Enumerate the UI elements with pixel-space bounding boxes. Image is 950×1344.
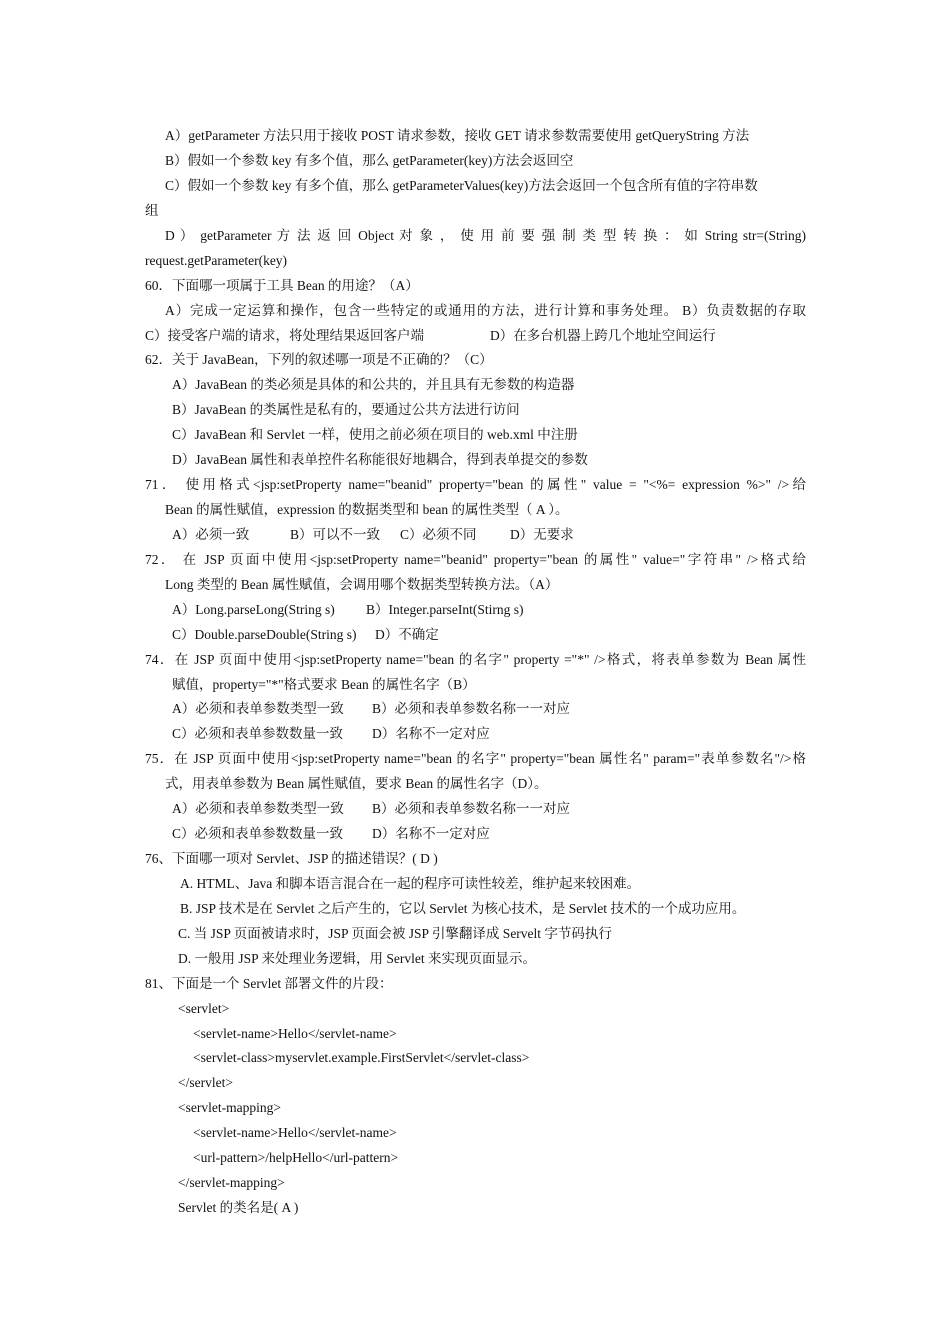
q62-option-b: B）JavaBean 的类属性是私有的，要通过公共方法进行访问 xyxy=(172,402,520,417)
question-76: 76、下面哪一项对 Servlet、JSP 的描述错误？( D ) xyxy=(145,851,438,866)
code-line: <servlet-name>Hello</servlet-name> xyxy=(193,1026,397,1041)
question-71-cont: Bean 的属性赋值，expression 的数据类型和 bean 的属性类型（ A ）。 xyxy=(165,502,569,517)
q62-option-d: D）JavaBean 属性和表单控件名称能很好地耦合，得到表单提交的参数 xyxy=(172,452,588,467)
q72-option-b: B）Integer.parseInt(Stirng s) xyxy=(366,602,524,617)
question-81-prompt: Servlet 的类名是( A ) xyxy=(178,1200,299,1215)
q-option-a: A）getParameter 方法只用于接收 POST 请求参数，接收 GET 请求参数需要使用 getQueryString 方法 xyxy=(165,128,750,143)
q76-option-b: B. JSP 技术是在 Servlet 之后产生的，它以 Servlet 为核心技术，是 Servlet 技术的一个成功应用。 xyxy=(180,901,746,916)
q72-option-a: A）Long.parseLong(String s) xyxy=(172,602,335,617)
q74-option-c: C）必须和表单参数数量一致 xyxy=(172,726,344,741)
q60-option-c: C）接受客户端的请求，将处理结果返回客户端 xyxy=(145,328,425,343)
code-line: <servlet-name>Hello</servlet-name> xyxy=(193,1125,397,1140)
q74-option-d: D）名称不一定对应 xyxy=(372,726,490,741)
question-62: 62．关于 JavaBean，下列的叙述哪一项是不正确的？（C） xyxy=(145,352,493,367)
question-72: 72． 在 JSP 页面中使用<jsp:setProperty name="beanid" property="bean 的属性" value="字符串" />格式给 xyxy=(145,552,806,567)
q75-option-d: D）名称不一定对应 xyxy=(372,826,490,841)
question-72-cont: Long 类型的 Bean 属性赋值，会调用哪个数据类型转换方法。（A） xyxy=(165,577,559,592)
q-option-d-cont: request.getParameter(key) xyxy=(145,253,288,268)
code-line: <url-pattern>/helpHello</url-pattern> xyxy=(193,1150,399,1165)
question-60: 60．下面哪一项属于工具 Bean 的用途？（A） xyxy=(145,278,419,293)
q-option-c-cont: 组 xyxy=(145,203,159,218)
q60-option-d: D）在多台机器上跨几个地址空间运行 xyxy=(490,328,716,343)
q71-option-a: A）必须一致 xyxy=(172,527,250,542)
question-75-cont: 式，用表单参数为 Bean 属性赋值，要求 Bean 的属性名字（D）。 xyxy=(165,776,548,791)
q72-option-c: C）Double.parseDouble(String s) xyxy=(172,627,357,642)
q76-option-c: C. 当 JSP 页面被请求时，JSP 页面会被 JSP 引擎翻译成 Servelt 字节码执行 xyxy=(178,926,612,941)
q60-options-ab: A）完成一定运算和操作，包含一些特定的或通用的方法，进行计算和事务处理。 B）负责数据的存取 xyxy=(165,303,806,318)
question-81: 81、下面是一个 Servlet 部署文件的片段： xyxy=(145,976,393,991)
q71-option-b: B）可以不一致 xyxy=(290,527,381,542)
question-71: 71． 使用格式<jsp:setProperty name="beanid" property="bean 的属性" value = "<%= expression %>" />给 xyxy=(145,477,806,492)
q62-option-c: C）JavaBean 和 Servlet 一样，使用之前必须在项目的 web.xml 中注册 xyxy=(172,427,578,442)
q62-option-a: A）JavaBean 的类必须是具体的和公共的，并且具有无参数的构造器 xyxy=(172,377,575,392)
q76-option-d: D. 一般用 JSP 来处理业务逻辑，用 Servlet 来实现页面显示。 xyxy=(178,951,537,966)
question-74-cont: 赋值，property="*"格式要求 Bean 的属性名字（B） xyxy=(172,677,476,692)
q71-option-d: D）无要求 xyxy=(510,527,574,542)
q-option-d: D ） getParameter 方 法 返 回 Object 对 象 ， 使 用 前 要 强 制 类 型 转 换 ： 如 String str=(String) xyxy=(165,228,806,243)
q74-option-a: A）必须和表单参数类型一致 xyxy=(172,701,344,716)
question-74: 74．在 JSP 页面中使用<jsp:setProperty name="bean 的名字" property ="*" />格式，将表单参数为 Bean 属性 xyxy=(145,652,806,667)
code-line: <servlet> xyxy=(178,1001,230,1016)
q75-option-a: A）必须和表单参数类型一致 xyxy=(172,801,344,816)
q75-option-b: B）必须和表单参数名称一一对应 xyxy=(372,801,571,816)
question-75: 75．在 JSP 页面中使用<jsp:setProperty name="bean 的名字" property="bean 属性名" param="表单参数名"/>格 xyxy=(145,751,806,766)
q71-option-c: C）必须不同 xyxy=(400,527,477,542)
code-line: </servlet-mapping> xyxy=(178,1175,285,1190)
q-option-c: C）假如一个参数 key 有多个值，那么 getParameterValues(key)方法会返回一个包含所有值的字符串数 xyxy=(165,178,758,193)
q-option-b: B）假如一个参数 key 有多个值，那么 getParameter(key)方法会返回空 xyxy=(165,153,574,168)
q75-option-c: C）必须和表单参数数量一致 xyxy=(172,826,344,841)
q72-option-d: D）不确定 xyxy=(375,627,439,642)
q74-option-b: B）必须和表单参数名称一一对应 xyxy=(372,701,571,716)
q76-option-a: A. HTML、Java 和脚本语言混合在一起的程序可读性较差，维护起来较困难。 xyxy=(180,876,641,891)
code-line: <servlet-mapping> xyxy=(178,1100,281,1115)
code-line: <servlet-class>myservlet.example.FirstServlet</servlet-class> xyxy=(193,1050,530,1065)
code-line: </servlet> xyxy=(178,1075,233,1090)
